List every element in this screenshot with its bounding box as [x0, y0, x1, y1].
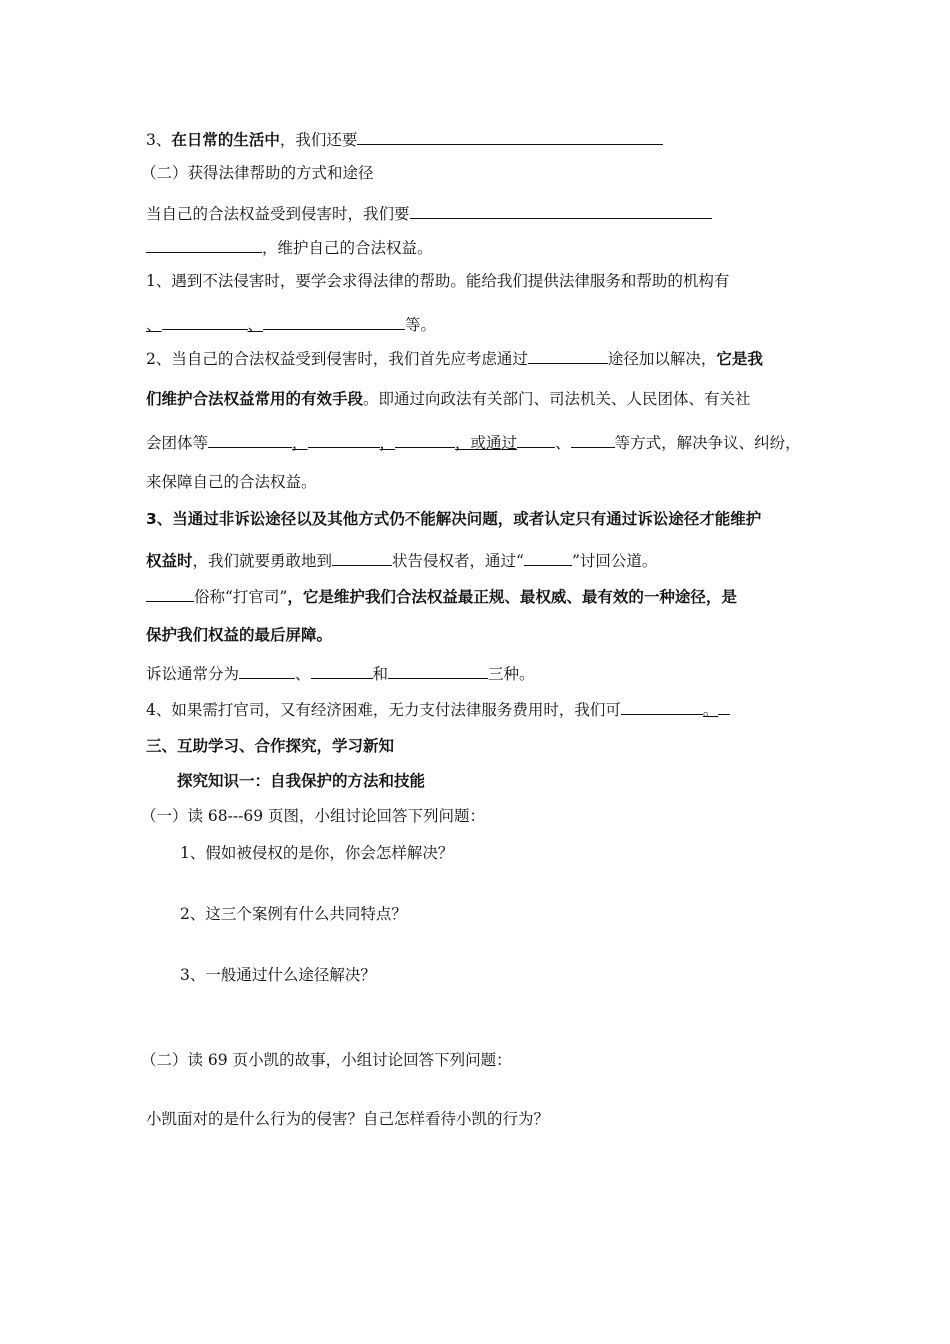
- answer-blank[interactable]: [357, 128, 663, 145]
- subsection-1-heading: （一）读 68---69 页图，小组讨论回答下列问题：: [141, 807, 486, 825]
- paragraph-line: [146, 549, 657, 571]
- answer-blank[interactable]: [208, 431, 292, 448]
- text: ，: [379, 434, 396, 452]
- inquiry-heading: 探究知识一：自我保护的方法和技能: [177, 772, 426, 790]
- bold-text: 权益时: [146, 552, 193, 570]
- question-3: 3、一般通过什么途径解决？: [180, 966, 376, 984]
- answer-blank[interactable]: [395, 431, 455, 448]
- answer-blank[interactable]: [528, 347, 608, 364]
- text: ，: [292, 434, 308, 452]
- text: 、: [146, 316, 162, 334]
- item-4: [146, 698, 730, 720]
- answer-blank[interactable]: [146, 236, 262, 253]
- bold-text: 它是我: [716, 350, 763, 368]
- paragraph-line: [146, 202, 712, 224]
- text: 等方式，解决争议、纠纷，: [614, 434, 801, 452]
- bold-text: 们维护合法权益常用的有效手段: [146, 390, 364, 408]
- item-2: [146, 347, 763, 369]
- bold-text: 在日常的生活中: [171, 131, 280, 149]
- answer-blank[interactable]: [311, 662, 373, 679]
- section-2-heading: （二）获得法律帮助的方式和途径: [141, 164, 374, 182]
- answer-blank[interactable]: [524, 549, 572, 566]
- text: 、: [295, 665, 311, 683]
- text: 状告侵权者，通过“: [392, 552, 524, 570]
- text: ，维护自己的合法权益。: [262, 239, 433, 257]
- paragraph-line: [146, 236, 433, 258]
- text: 和: [372, 665, 389, 683]
- text: 。: [702, 701, 719, 719]
- text: 2、当自己的合法权益受到侵害时，我们首先应考虑通过: [146, 350, 528, 368]
- text: ，我们还要: [279, 131, 358, 149]
- answer-blank[interactable]: [263, 313, 405, 330]
- paragraph-line: 来保障自己的合法权益。: [146, 473, 317, 491]
- section-3-heading: 三、互助学习、合作探究，学习新知: [146, 737, 395, 755]
- answer-blank[interactable]: [410, 202, 712, 219]
- text: 等。: [405, 316, 437, 334]
- text: 当自己的合法权益受到侵害时，我们要: [146, 205, 410, 223]
- answer-blank[interactable]: [162, 313, 248, 330]
- paragraph-line: 保护我们权益的最后屏障。: [146, 626, 333, 644]
- paragraph-line: [146, 585, 737, 607]
- text: ，或通过: [455, 434, 518, 452]
- answer-blank[interactable]: [239, 662, 295, 679]
- text: 会团体等: [146, 434, 209, 452]
- answer-blank[interactable]: [517, 431, 555, 448]
- text: 。即通过向政法有关部门、司法机关、人民团体、有关社: [363, 390, 751, 408]
- text: 4、如果需打官司，又有经济困难，无力支付法律服务费用时，我们可: [146, 701, 621, 719]
- question-xiaokai: 小凯面对的是什么行为的侵害？自己怎样看待小凯的行为？: [146, 1110, 550, 1128]
- subsection-2-heading: （二）读 69 页小凯的故事，小组讨论回答下列问题：: [141, 1051, 512, 1069]
- item-3-everyday: [146, 128, 663, 150]
- question-2: 2、这三个案例有什么共同特点？: [180, 905, 407, 923]
- text: ，我们就要勇敢地到: [192, 552, 333, 570]
- answer-blank[interactable]: [332, 549, 392, 566]
- text: 途径加以解决，: [607, 350, 717, 368]
- text: 、: [247, 316, 264, 334]
- text: 俗称“打官司”: [194, 588, 288, 606]
- text: ”讨回公道。: [571, 552, 658, 570]
- answer-blank[interactable]: [621, 698, 703, 715]
- paragraph-line: [146, 431, 801, 453]
- answer-blank[interactable]: [571, 431, 615, 448]
- answer-blank[interactable]: [388, 662, 488, 679]
- item-3-lawsuit: 3、当通过非诉讼途径以及其他方式仍不能解决问题，或者认定只有通过诉讼途径才能维护: [146, 510, 762, 528]
- answer-blank[interactable]: [308, 431, 380, 448]
- bold-text: ，它是维护我们合法权益最正规、最权威、最有效的一种途径，是: [287, 588, 737, 606]
- item-1: 1、遇到不法侵害时，要学会求得法律的帮助。能给我们提供法律服务和帮助的机构有: [146, 272, 730, 290]
- text: 诉讼通常分为: [146, 665, 240, 683]
- paragraph-line: [146, 389, 751, 409]
- text: 三种。: [488, 665, 535, 683]
- question-1: 1、假如被侵权的是你，你会怎样解决？: [180, 844, 454, 862]
- paragraph-line: [146, 313, 436, 335]
- text: 、: [555, 434, 571, 452]
- text: 3、: [146, 131, 172, 149]
- paragraph-line: [146, 662, 535, 684]
- answer-blank[interactable]: [146, 585, 194, 602]
- answer-blank[interactable]: [718, 698, 730, 715]
